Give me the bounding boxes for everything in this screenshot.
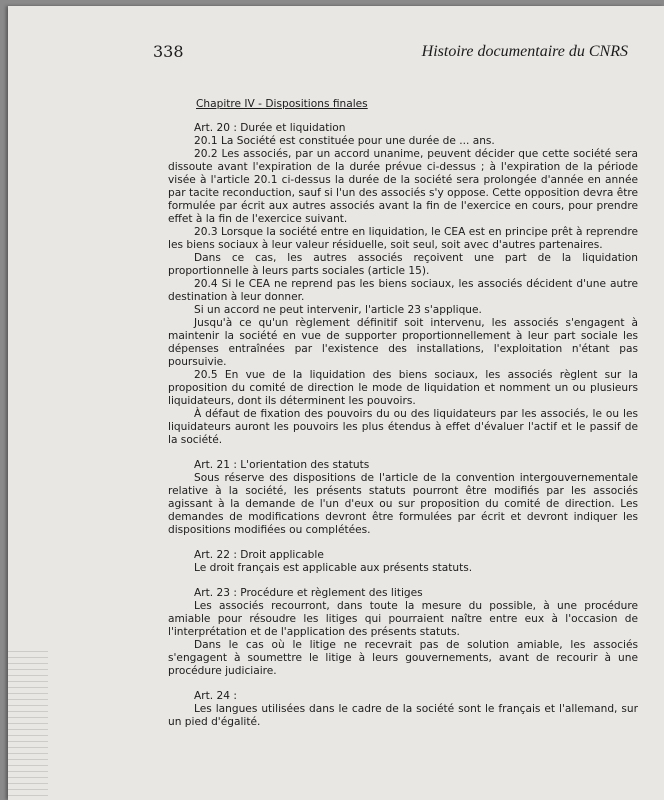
section-gap (168, 537, 638, 549)
running-title: Histoire documentaire du CNRS (421, 43, 628, 60)
paragraph: Si un accord ne peut intervenir, l'article 23 s'applique. (194, 304, 482, 316)
article-title: Art. 22 : Droit applicable (194, 549, 324, 561)
paragraph: Dans ce cas, les autres associés reçoivent une part de la liquidation proportionnelle à leurs parts sociales (article 15). (168, 252, 638, 277)
paragraph: 20.2 Les associés, par un accord unanime, peuvent décider que cette société sera dissoute avant l'expiration de la durée prévue ci-dessus ; à l'expiration de la période visée à l'article 20.1 ci-dessus la durée de la société sera prolongée d'année en année par tacite reconduction, sauf si l'un des associés s'y oppose. Cette opposition devra être formulée par écrit aux autres associés avant la fin de l'exercice en cours, pour prendre effet à la fin de l'exercice suivant. (168, 148, 638, 225)
article-20 (168, 122, 638, 447)
section-gap (168, 678, 638, 690)
paragraph: 20.4 Si le CEA ne reprend pas les biens sociaux, les associés décident d'une autre destination à leur donner. (168, 278, 638, 303)
paragraph: Jusqu'à ce qu'un règlement définitif soit intervenu, les associés s'engagent à maintenir la société en vue de supporter proportionnellement à leur part sociale les dépenses entraînées par l'existence des installations, l'exploitation n'étant pas poursuivie. (168, 317, 638, 368)
chapter-title: Chapitre IV - Dispositions finales (196, 98, 368, 110)
paragraph: 20.1 La Société est constituée pour une durée de ... ans. (194, 135, 495, 147)
paragraph: Le droit français est applicable aux présents statuts. (194, 562, 473, 574)
section-gap (168, 447, 638, 459)
page-edge-lines (8, 646, 48, 796)
article-title: Art. 24 : (194, 690, 237, 702)
article-title: Art. 21 : L'orientation des statuts (194, 459, 370, 471)
section-gap (168, 575, 638, 587)
article-title: Art. 20 : Durée et liquidation (194, 122, 346, 134)
paragraph: Dans le cas où le litige ne recevrait pas de solution amiable, les associés s'engagent à soumettre le litige à leurs gouvernements, avant de recourir à une procédure judiciaire. (168, 639, 638, 677)
article-21 (168, 459, 638, 537)
paragraph: 20.3 Lorsque la société entre en liquidation, le CEA est en principe prêt à reprendre les biens sociaux à leur valeur résiduelle, soit seul, soit avec d'autres partenaires. (168, 226, 638, 251)
document-body (168, 98, 638, 729)
paragraph: Sous réserve des dispositions de l'article de la convention intergouvernementale relative à la société, les présents statuts pourront être modifiés par les associés agissant à la demande de l'un d'eux ou sur proposition du comité de direction. Les demandes de modifications devront être formulées par écrit et devront indiquer les dispositions modifiées ou complétées. (168, 472, 638, 536)
page-header (153, 42, 628, 64)
article-24 (168, 690, 638, 729)
article-23 (168, 587, 638, 678)
paragraph: Les langues utilisées dans le cadre de la société sont le français et l'allemand, sur un pied d'égalité. (168, 703, 638, 728)
paragraph: Les associés recourront, dans toute la mesure du possible, à une procédure amiable pour résoudre les litiges qui pourraient naître entre eux à l'occasion de l'interprétation et de l'application des présents statuts. (168, 600, 638, 638)
article-22 (168, 549, 638, 575)
page-number: 338 (153, 42, 184, 61)
paragraph: À défaut de fixation des pouvoirs du ou des liquidateurs par les associés, le ou les liquidateurs auront les pouvoirs les plus étendus à effet d'évaluer l'actif et le passif de la société. (168, 408, 638, 446)
paragraph: 20.5 En vue de la liquidation des biens sociaux, les associés règlent sur la proposition du comité de direction le mode de liquidation et nomment un ou plusieurs liquidateurs, dont ils déterminent les pouvoirs. (168, 369, 638, 407)
article-title: Art. 23 : Procédure et règlement des litiges (194, 587, 423, 599)
document-page (8, 6, 664, 800)
